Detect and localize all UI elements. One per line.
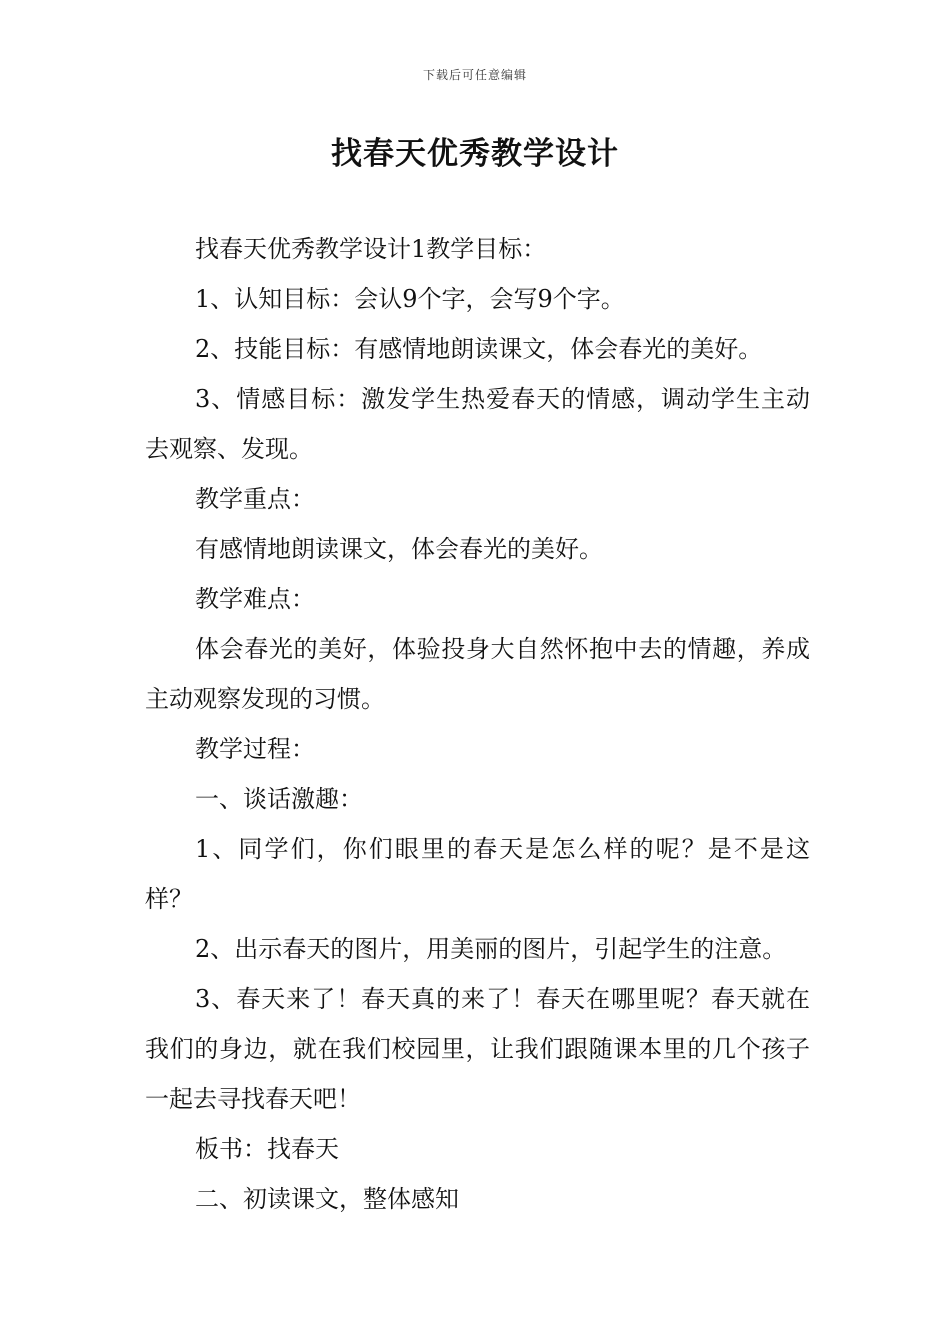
- paragraph: 1、认知目标：会认9个字，会写9个字。: [195, 285, 625, 313]
- paragraph: 板书：找春天: [195, 1135, 339, 1163]
- paragraph: 找春天优秀教学设计1教学目标：: [195, 235, 547, 263]
- paragraph: 2、出示春天的图片，用美丽的图片，引起学生的注意。: [195, 935, 787, 963]
- paragraph: 1、同学们，你们眼里的春天是怎么样的呢？是不是这样？: [145, 835, 810, 913]
- paragraph: 2、技能目标：有感情地朗读课文，体会春光的美好。: [195, 335, 763, 363]
- paragraph: 教学重点：: [195, 485, 315, 513]
- paragraph: 体会春光的美好，体验投身大自然怀抱中去的情趣，养成主动观察发现的习惯。: [145, 635, 810, 713]
- header-note: 下载后可任意编辑: [422, 68, 527, 82]
- paragraph: 教学难点：: [195, 585, 315, 613]
- document-title: 找春天优秀教学设计: [331, 136, 619, 172]
- paragraph: 二、初读课文，整体感知: [195, 1185, 459, 1213]
- paragraph: 教学过程：: [195, 735, 315, 763]
- document-body: [145, 224, 810, 1224]
- paragraph: 一、谈话激趣：: [195, 785, 363, 813]
- paragraph: 有感情地朗读课文，体会春光的美好。: [195, 535, 603, 563]
- paragraph: 3、情感目标：激发学生热爱春天的情感，调动学生主动去观察、发现。: [145, 385, 810, 463]
- paragraph: 3、春天来了！春天真的来了！春天在哪里呢？春天就在我们的身边，就在我们校园里，让我们跟随课本里的几个孩子一起去寻找春天吧！: [145, 985, 810, 1113]
